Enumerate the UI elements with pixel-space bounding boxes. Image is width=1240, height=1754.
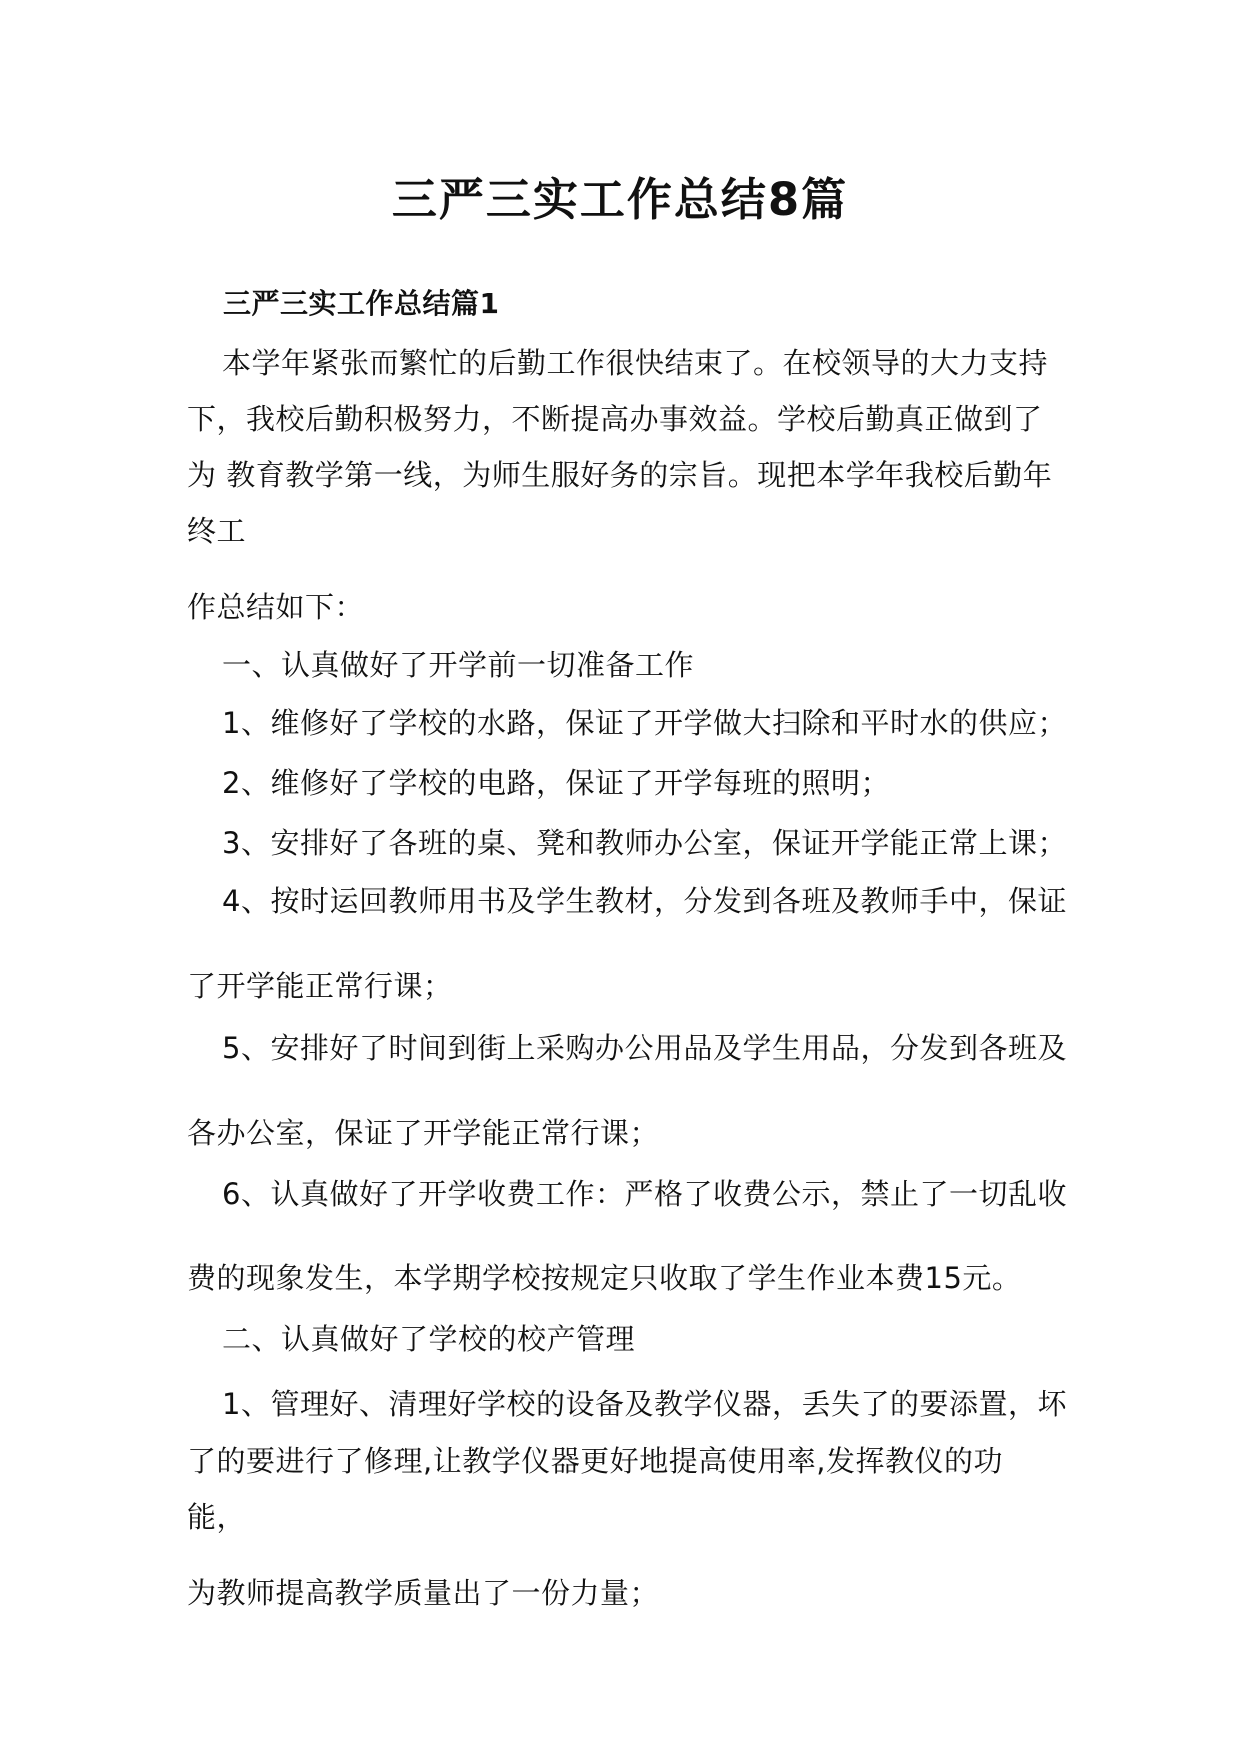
document-title: 三严三实工作总结8篇 <box>391 173 849 226</box>
paragraph-line: 为教师提高教学质量出了一份力量； <box>187 1576 660 1610</box>
list-item-continuation: 能， <box>187 1500 247 1534</box>
list-item: 1、管理好、清理好学校的设备及教学仪器，丢失了的要添置，坏 <box>222 1387 1067 1421</box>
paragraph-line: 终工 <box>187 514 247 548</box>
section-heading: 三严三实工作总结篇1 <box>223 287 500 320</box>
paragraph-line: 作总结如下： <box>187 590 365 624</box>
paragraph-line: 下，我校后勤积极努力，不断提高办事效益。学校后勤真正做到了 <box>187 402 1043 436</box>
list-item-continuation: 了开学能正常行课； <box>187 969 453 1003</box>
list-item: 5、安排好了时间到街上采购办公用品及学生用品，分发到各班及 <box>222 1031 1067 1065</box>
section-subheading: 一、认真做好了开学前一切准备工作 <box>222 648 695 682</box>
list-item: 1、维修好了学校的水路，保证了开学做大扫除和平时水的供应； <box>222 706 1067 740</box>
paragraph-line: 为 教育教学第一线，为师生服好务的宗旨。现把本学年我校后勤年 <box>187 458 1053 492</box>
list-item: 4、按时运回教师用书及学生教材，分发到各班及教师手中，保证 <box>222 884 1067 918</box>
list-item: 3、安排好了各班的桌、凳和教师办公室，保证开学能正常上课； <box>222 826 1067 860</box>
list-item: 6、认真做好了开学收费工作：严格了收费公示，禁止了一切乱收 <box>222 1177 1067 1211</box>
list-item: 2、维修好了学校的电路，保证了开学每班的照明； <box>222 766 890 800</box>
list-item-continuation: 各办公室，保证了开学能正常行课； <box>187 1116 660 1150</box>
list-item-continuation: 费的现象发生，本学期学校按规定只收取了学生作业本费15元。 <box>187 1261 1022 1295</box>
paragraph-line: 本学年紧张而繁忙的后勤工作很快结束了。在校领导的大力支持 <box>222 346 1049 380</box>
list-item-continuation: 了的要进行了修理,让教学仪器更好地提高使用率,发挥教仪的功 <box>187 1444 1003 1478</box>
section-subheading: 二、认真做好了学校的校产管理 <box>222 1322 636 1356</box>
